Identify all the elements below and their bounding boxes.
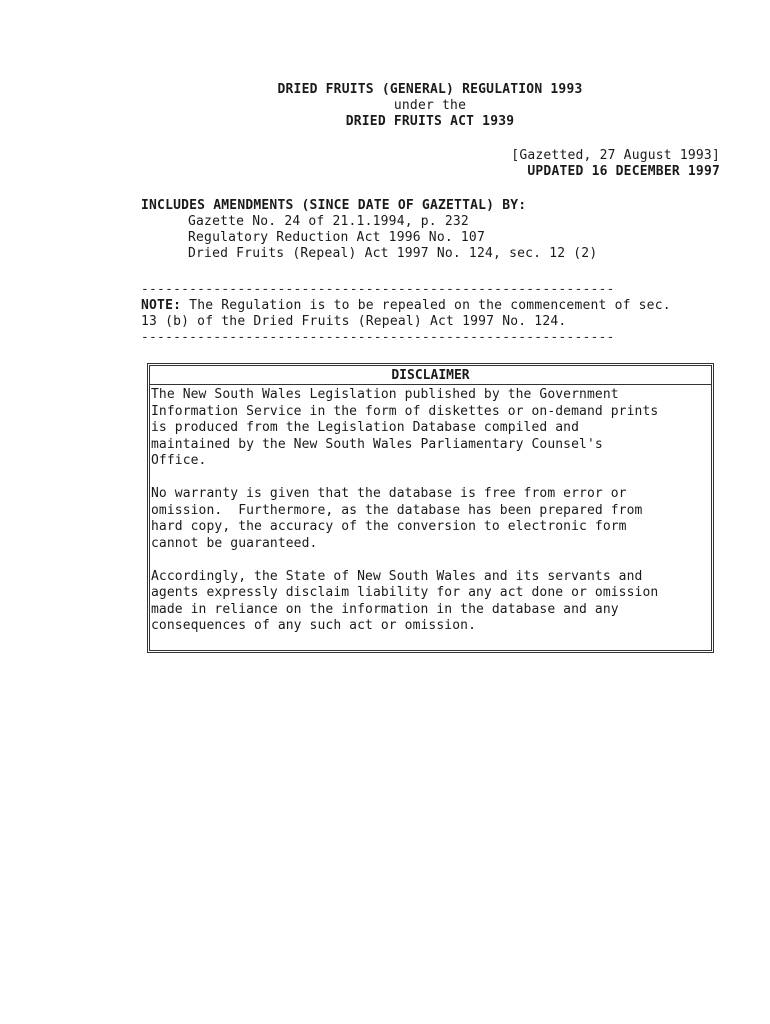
disclaimer-paragraph: Accordingly, the State of New South Wales and its servants and agents expressly disclaim liability for any act done or omission made in reliance on the information in the database and any consequences of any such act or omission. — [151, 568, 659, 633]
amendment-item: Dried Fruits (Repeal) Act 1997 No. 124, sec. 12 (2) — [188, 246, 598, 261]
note-line-1 — [141, 298, 721, 314]
divider-top: ----------------------------------------------------------- — [141, 282, 615, 297]
note-line-2: 13 (b) of the Dried Fruits (Repeal) Act 1997 No. 124. — [141, 314, 567, 329]
title-block — [140, 82, 720, 130]
amendment-item: Gazette No. 24 of 21.1.1994, p. 232 — [188, 214, 469, 229]
note-block — [141, 282, 721, 346]
act-title: DRIED FRUITS ACT 1939 — [345, 114, 515, 129]
disclaimer-paragraph: The New South Wales Legislation published by the Government Information Service in the form of diskettes or on-demand prints is produced from the Legislation Database compiled and maintained by the New South Wales Parliamentary Counsel's Office. — [151, 387, 659, 468]
gazette-block — [511, 148, 720, 180]
disclaimer-body — [150, 385, 711, 635]
disclaimer-paragraph: No warranty is given that the database is free from error or omission. Furthermore, as the database has been prepared from hard copy, the accuracy of the conversion to electronic form cannot be guaranteed. — [151, 486, 643, 551]
divider-bottom: ----------------------------------------------------------- — [141, 330, 615, 345]
amendments-block — [141, 198, 597, 262]
amendments-list — [188, 214, 597, 262]
amendments-heading: INCLUDES AMENDMENTS (SINCE DATE OF GAZETTAL) BY: — [141, 198, 527, 213]
disclaimer-box — [147, 363, 714, 653]
note-text: The Regulation is to be repealed on the commencement of sec. — [181, 298, 671, 313]
under-the-text: under the — [393, 98, 467, 113]
amendment-item: Regulatory Reduction Act 1996 No. 107 — [188, 230, 485, 245]
disclaimer-heading: DISCLAIMER — [150, 366, 711, 385]
regulation-title: DRIED FRUITS (GENERAL) REGULATION 1993 — [277, 82, 583, 97]
note-label: NOTE: — [141, 298, 182, 313]
updated-date: UPDATED 16 DECEMBER 1997 — [527, 164, 720, 179]
gazetted-date: [Gazetted, 27 August 1993] — [511, 148, 720, 163]
